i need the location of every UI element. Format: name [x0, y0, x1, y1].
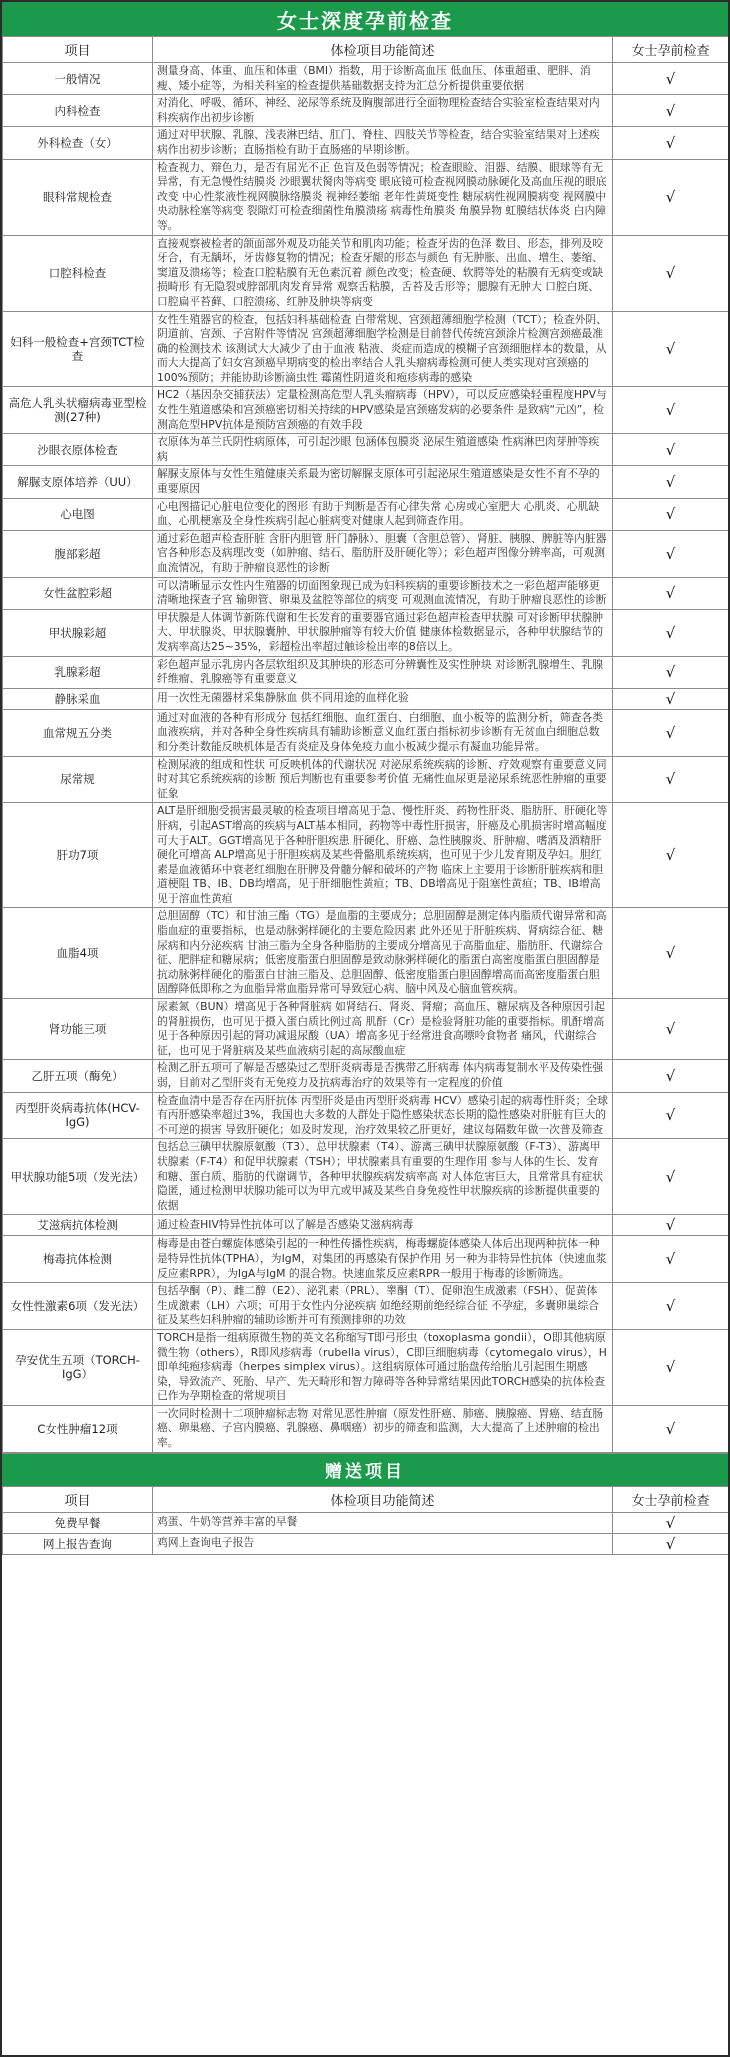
item-name: 丙型肝炎病毒抗体(HCV-IgG) — [3, 1092, 153, 1139]
table-row — [3, 1329, 729, 1405]
item-description: 通过对血液的各种有形成分 包括红细胞、血红蛋白、白细胞、血小板等的监测分析，筛查各类血液疾病，并对各种全身性疾病具有辅助诊断意义血红蛋白指标初步诊断有无贫血白细胞总数和分类计数能反映机体是否有炎症及身体免疫力血小板减少提示有凝血功能异常。 — [153, 709, 613, 756]
table-row — [3, 235, 729, 311]
check-mark-icon: √ — [613, 1512, 729, 1533]
item-name: 艾滋病抗体检测 — [3, 1215, 153, 1236]
table-row — [3, 1215, 729, 1236]
item-description: 可以清晰显示女性内生殖器的切面图象现已成为妇科疾病的重要诊断技术之一彩色超声能够更清晰地探查子宫 输卵管、卵巢及盆腔等部位的病变 可观测血流情况，有助于肿瘤良恶性的诊断 — [153, 577, 613, 609]
check-mark-icon: √ — [613, 387, 729, 434]
item-name: 高危人乳头状瘤病毒亚型检测(27种) — [3, 387, 153, 434]
table-row — [3, 803, 729, 908]
check-mark-icon: √ — [613, 1060, 729, 1092]
check-mark-icon: √ — [613, 1215, 729, 1236]
item-description: 衣原体为革兰氏阴性病原体，可引起沙眼 包涵体包膜炎 泌尿生殖道感染 性病淋巴肉芽肿等疾病 — [153, 434, 613, 466]
check-mark-icon: √ — [613, 999, 729, 1060]
gift-header-row — [3, 1486, 729, 1512]
item-name: 解脲支原体培养（UU） — [3, 466, 153, 498]
item-name: 血常规五分类 — [3, 709, 153, 756]
table-row — [3, 387, 729, 434]
table-row — [3, 1139, 729, 1215]
item-name: 沙眼衣原体检查 — [3, 434, 153, 466]
table-row — [3, 688, 729, 709]
check-mark-icon: √ — [613, 1329, 729, 1405]
item-name: 梅毒抗体检测 — [3, 1236, 153, 1283]
item-description: 总胆固醇（TC）和甘油三酯（TG）是血脂的主要成分；总胆固醇是测定体内脂质代谢异常和高脂血症的重要指标，也是动脉粥样硬化的主要危险因素 此外还见于肝脏疾病、肾病综合征、糖尿病和内分泌疾病 甘油三脂为全身各种脂肪的主要成分增高见于高脂血症、脂肪肝、代谢综合征、肥胖症和糖尿病；低密度脂蛋白胆固醇是致动脉粥样硬化的脂蛋白高密度脂蛋白胆固醇是抗动脉粥样硬化的脂蛋白甘油三脂及、总胆固醇、低密度脂蛋白胆固醇增高而高密度脂蛋白胆固醇降低即称之为血脂异常血脂异常可导致冠心病、脑中风及心脑血管疾病。 — [153, 908, 613, 999]
item-name: 孕安优生五项（TORCH-IgG） — [3, 1329, 153, 1405]
item-description: 测量身高、体重、血压和体重（BMI）指数，用于诊断高血压 低血压、体重超重、肥胖、消瘦、矮小症等，为相关科室的检查提供基础数据支持为汇总分析提供重要依据 — [153, 63, 613, 95]
exam-table — [2, 36, 729, 1453]
item-description: ALT是肝细胞受损害最灵敏的检查项目增高见于急、慢性肝炎、药物性肝炎、脂肪肝、肝硬化等肝病，引起AST增高的疾病与ALT基本相同，药物等中毒性肝损害，肝癌及心肌损害时增高幅度可大于ALT。GGT增高见于各种肝胆疾患 肝硬化、肝癌、急性胰腺炎、肝肿瘤、嗜酒及酒精肝硬化可增高 ALP增高见于肝胆疾病及某些骨骼肌系统疾病，也可见于少儿发育期及孕妇。胆红素是血液循环中衰老红细胞在肝脾及骨髓分解和破坏的产物 临床上主要用于诊断肝脏疾病和胆道梗阻 TB、IB、DB均增高，见于肝细胞性黄疸；TB、DB增高见于阻塞性黄疸；TB、IB增高见于溶血性黄疸 — [153, 803, 613, 908]
item-description: 通过对甲状腺、乳腺、浅表淋巴结、肛门、脊柱、四肢关节等检查，结合实验室结果对上述疾病作出初步诊断；直肠指检有助于直肠癌的早期诊断。 — [153, 127, 613, 159]
item-description: 甲状腺是人体调节新陈代谢和生长发育的重要器官通过彩色超声检查甲状腺 可对诊断甲状腺肿大、甲状腺炎、甲状腺囊肿、甲状腺肿瘤等有较大价值 健康体检数据显示，各种甲状腺结节的发病率高达25~35%，彩超检出率超过触诊检出率的8倍以上。 — [153, 609, 613, 656]
check-mark-icon: √ — [613, 1092, 729, 1139]
table-row — [3, 311, 729, 387]
header-plan: 女士孕前检查 — [613, 37, 729, 63]
item-name: 女性盆腔彩超 — [3, 577, 153, 609]
table-row — [3, 999, 729, 1060]
gift-header-desc: 体检项目功能简述 — [153, 1486, 613, 1512]
item-name: 肾功能三项 — [3, 999, 153, 1060]
item-name: 甲状腺功能5项（发光法） — [3, 1139, 153, 1215]
item-name: 网上报告查询 — [3, 1533, 153, 1554]
item-description: TORCH是指一组病原微生物的英文名称缩写T即弓形虫（toxoplasma gondii），O即其他病原微生物（others），R即风疹病毒（rubella virus），C即巨细胞病毒（cytomegalo virus），H即单纯疱疹病毒（herpes simplex virus）。这组病原体可通过胎盘传给胎儿引起围生期感染，导致流产、死胎、早产、先天畸形和智力障碍等各种异常结果因此TORCH感染的抗体检查已作为孕期检查的常规项目 — [153, 1329, 613, 1405]
item-description: 彩色超声显示乳房内各层软组织及其肿块的形态可分辨囊性及实性肿块 对诊断乳腺增生、乳腺纤维瘤、乳腺癌等有重要意义 — [153, 656, 613, 688]
exam-table-body — [3, 63, 729, 1453]
check-mark-icon: √ — [613, 498, 729, 530]
table-row — [3, 709, 729, 756]
check-mark-icon: √ — [613, 688, 729, 709]
item-name: 内科检查 — [3, 95, 153, 127]
item-name: 一般情况 — [3, 63, 153, 95]
check-mark-icon: √ — [613, 235, 729, 311]
check-mark-icon: √ — [613, 756, 729, 803]
table-row — [3, 1533, 729, 1554]
gift-table — [2, 1486, 729, 1555]
check-mark-icon: √ — [613, 63, 729, 95]
check-mark-icon: √ — [613, 908, 729, 999]
table-row — [3, 609, 729, 656]
table-row — [3, 466, 729, 498]
item-name: 口腔科检查 — [3, 235, 153, 311]
check-mark-icon: √ — [613, 609, 729, 656]
check-mark-icon: √ — [613, 803, 729, 908]
gift-table-body — [3, 1486, 729, 1554]
gift-header-plan: 女士孕前检查 — [613, 1486, 729, 1512]
check-mark-icon: √ — [613, 159, 729, 235]
header-item: 项目 — [3, 37, 153, 63]
item-description: 一次同时检测十二项肿瘤标志物 对常见恶性肿瘤（原发性肝癌、肺癌、胰腺癌、胃癌、结直肠癌、卵巢癌、子宫内膜癌、乳腺癌、鼻咽癌）初步的筛查和监测，大大提高了上述肿瘤的检出率。 — [153, 1405, 613, 1452]
table-row — [3, 498, 729, 530]
page-title: 女士深度孕前检查 — [2, 2, 728, 36]
item-name: 乙肝五项（酶免） — [3, 1060, 153, 1092]
table-row — [3, 577, 729, 609]
item-description: 女性生殖器官的检查，包括妇科基础检查 白带常规、宫颈超薄细胞学检测（TCT）；检查外阴、阴道前、宫颈、子宫附件等情况 宫颈超薄细胞学检测是目前替代传统宫颈涂片检测宫颈癌最准确的检测技术 该测试大大减少了由于血液 粘液、炎症而造成的模糊子宫颈细胞样本的数量，从而大大提高了妇女宫颈癌早期病变的检出率结合人乳头瘤病毒检测可使人类实现对宫颈癌的100%预防；并能协助诊断滴虫性 霉菌性阴道炎和疱疹病毒的感染 — [153, 311, 613, 387]
table-row — [3, 95, 729, 127]
item-name: 心电图 — [3, 498, 153, 530]
item-name: 肝功7项 — [3, 803, 153, 908]
item-description: 用一次性无菌器材采集静脉血 供不同用途的血样化验 — [153, 688, 613, 709]
item-name: 甲状腺彩超 — [3, 609, 153, 656]
item-description: 鸡蛋、牛奶等营养丰富的早餐 — [153, 1512, 613, 1533]
table-row — [3, 1405, 729, 1452]
item-description: 心电图描记心脏电位变化的图形 有助于判断是否有心律失常 心房或心室肥大 心肌炎、心肌缺血、心肌梗塞及全身性疾病引起心脏病变对健康人起到筛查作用。 — [153, 498, 613, 530]
item-description: 通过检查HIV特异性抗体可以了解是否感染艾滋病病毒 — [153, 1215, 613, 1236]
item-name: 外科检查（女） — [3, 127, 153, 159]
gift-section-title: 赠送项目 — [2, 1453, 728, 1486]
header-desc: 体检项目功能简述 — [153, 37, 613, 63]
item-description: 检测乙肝五项可了解是否感染过乙型肝炎病毒是否携带乙肝病毒 体内病毒复制水平及传染性强弱，目前对乙型肝炎有无免疫力及抗病毒治疗的效果等有一定程度的价值 — [153, 1060, 613, 1092]
item-description: 鸡网上查询电子报告 — [153, 1533, 613, 1554]
item-name: 女性性激素6项（发光法） — [3, 1283, 153, 1330]
item-description: 通过彩色超声检查肝脏 含肝内胆管 肝门静脉）、胆囊（含胆总管）、肾脏、胰腺、脾脏等内脏器官各种形态及病理改变（如肿瘤、结石、脂肪肝及肝硬化等）；彩色超声图像分辨率高，可观测血流情况，有助于肿瘤良恶性的诊断 — [153, 530, 613, 577]
gift-header-item: 项目 — [3, 1486, 153, 1512]
item-name: 眼科常规检查 — [3, 159, 153, 235]
item-description: 直接观察被检者的颌面部外观及功能关节和肌肉功能；检查牙齿的色泽 数目、形态，排列及咬牙合，有无龋坏，牙齿修复物的情况；检查牙龈的形态与颜色 有无肿胀、出血、增生、萎缩、窦道及溃疡等；检查口腔粘膜有无色素沉着 颜色改变；检查硬、软腭等处的粘膜有无病变或缺损畸形 有无隐裂或脖部肌肉发育异常 观察舌粘膜，舌苔及舌形等；腮腺有无肿大 口腔白斑、口腔扁平苔藓、口腔溃疡、红肿及肿块等病变 — [153, 235, 613, 311]
item-description: 检测尿液的组成和性状 可反映机体的代谢状况 对泌尿系统疾病的诊断、疗效观察有重要意义同时对其它系统疾病的诊断 预后判断也有重要参考价值 无痛性血尿更是泌尿系统恶性肿瘤的重要征象 — [153, 756, 613, 803]
item-description: HC2（基因杂交捕获法）定量检测高危型人乳头瘤病毒（HPV），可以反应感染轻重程度HPV与女性生殖道感染和宫颈癌密切相关持续的HPV感染是宫颈癌发病的必要条件 是致病“元凶”，检测高危型HPV抗体是预防宫颈癌的有效手段 — [153, 387, 613, 434]
table-row — [3, 908, 729, 999]
check-mark-icon: √ — [613, 127, 729, 159]
table-row — [3, 1236, 729, 1283]
table-row — [3, 127, 729, 159]
check-mark-icon: √ — [613, 1283, 729, 1330]
item-description: 包括总三碘甲状腺原氨酸（T3）、总甲状腺素（T4）、游离三碘甲状腺原氨酸（F-T3）、游离甲状腺素（F-T4）和促甲状腺素（TSH）；甲状腺素具有重要的生理作用 参与人体的生长、发育和糖、蛋白质、脂肪的代谢调节，各种甲状腺疾病发病率高 对人体危害巨大，且常常具有症状隐匿，通过检测甲状腺功能可以为甲亢或甲减及某些自身免疫性甲状腺疾病的诊断提供重要的依据 — [153, 1139, 613, 1215]
item-name: 腹部彩超 — [3, 530, 153, 577]
table-row — [3, 530, 729, 577]
table-row — [3, 756, 729, 803]
check-mark-icon: √ — [613, 1236, 729, 1283]
table-row — [3, 159, 729, 235]
item-name: 血脂4项 — [3, 908, 153, 999]
item-description: 检查血清中是否存在丙肝抗体 丙型肝炎是由丙型肝炎病毒 HCV）感染引起的病毒性肝炎；全球有丙肝感染率超过3%，我国也大多数的人群处于隐性感染状态长期的隐性感染对肝脏有巨大的不可逆的损害 导致肝硬化；如及时发现，治疗效果较乙肝更好，建议每隔数年做一次普及筛查 — [153, 1092, 613, 1139]
check-mark-icon: √ — [613, 530, 729, 577]
item-name: 妇科一般检查+宫颈TCT检查 — [3, 311, 153, 387]
item-name: C女性肿瘤12项 — [3, 1405, 153, 1452]
table-row — [3, 1060, 729, 1092]
table-row — [3, 1512, 729, 1533]
table-header-row — [3, 37, 729, 63]
item-description: 检查视力、辩色力，是否有屈光不正 色盲及色弱等情况；检查眼睑、泪器、结膜、眼球等有无异常，有无急慢性结膜炎 沙眼翼状胬肉等病变 眼底镜可检查视网膜动脉硬化及高血压视的眼底改变 中心性浆液性视网膜脉络膜炎 视神经萎缩 老年性黄斑变性 糖尿病性视网膜病变 视网膜中央动脉栓塞等病变 裂隙灯可检查细菌性角膜溃疡 病毒性角膜炎 角膜异物 虹膜结状体炎 白内障等。 — [153, 159, 613, 235]
check-mark-icon: √ — [613, 95, 729, 127]
check-mark-icon: √ — [613, 434, 729, 466]
table-row — [3, 656, 729, 688]
item-description: 对消化、呼吸、循环、神经、泌尿等系统及胸腹部进行全面物理检查结合实验室检查结果对内科疾病作出初步诊断 — [153, 95, 613, 127]
check-mark-icon: √ — [613, 1139, 729, 1215]
check-mark-icon: √ — [613, 1405, 729, 1452]
item-description: 解脲支原体与女性生殖健康关系最为密切解脲支原体可引起泌尿生殖道感染是女性不育不孕的重要原因 — [153, 466, 613, 498]
item-description: 梅毒是由苍白螺旋体感染引起的一种性传播性疾病，梅毒螺旋体感染人体后出现两种抗体一种是特异性抗体(TPHA），为IgM，对集团的再感染有保护作用 另一种为非特异性抗体（快速血浆反应素RPR），为IgA与IgM 的混合物。快速血浆反应素RPR一般用于梅毒的诊断筛选。 — [153, 1236, 613, 1283]
check-mark-icon: √ — [613, 656, 729, 688]
item-name: 尿常规 — [3, 756, 153, 803]
check-mark-icon: √ — [613, 709, 729, 756]
table-row — [3, 1283, 729, 1330]
table-row — [3, 63, 729, 95]
check-mark-icon: √ — [613, 1533, 729, 1554]
item-name: 静脉采血 — [3, 688, 153, 709]
table-row — [3, 1092, 729, 1139]
table-row — [3, 434, 729, 466]
item-name: 免费早餐 — [3, 1512, 153, 1533]
item-description: 尿素氮（BUN）增高见于各种肾脏病 如肾结石、肾炎、肾瘤；高血压、糖尿病及各种原因引起的肾脏损伤，也可见于摄入蛋白质比例过高 肌酐（Cr）是检验肾脏功能的重要指标。肌酐增高见于各种原因引起的肾功减退尿酸（UA）增高多见于经常进食高嘌呤食物者 痛风，代谢综合征，也可见于肾脏病及某些血液病引起的高尿酸血症 — [153, 999, 613, 1060]
check-mark-icon: √ — [613, 577, 729, 609]
item-description: 包括孕酮（P）、雌二醇（E2）、泌乳素（PRL）、睾酮（T）、促卵泡生成激素（FSH）、促黄体生成激素（LH）六项；可用于女性内分泌疾病 如绝经期前绝经综合征 不孕症，多囊卵巢综合征及某些妇科肿瘤的辅助诊断并可有预测排卵的功效 — [153, 1283, 613, 1330]
check-mark-icon: √ — [613, 466, 729, 498]
item-name: 乳腺彩超 — [3, 656, 153, 688]
check-mark-icon: √ — [613, 311, 729, 387]
